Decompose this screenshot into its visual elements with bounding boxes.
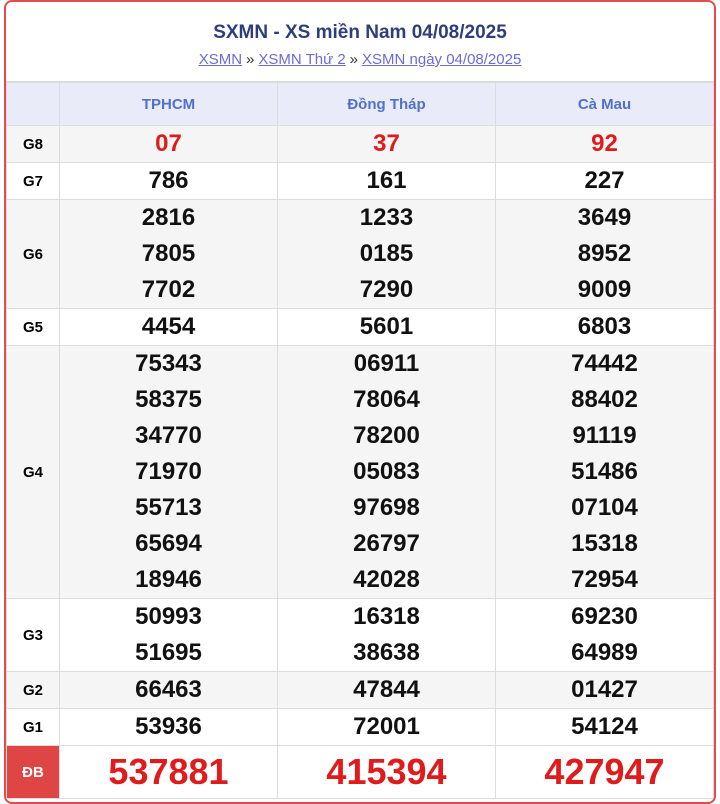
page-title: SXMN - XS miền Nam 04/08/2025 [213, 22, 507, 43]
prize-label: G5 [7, 309, 60, 346]
prize-number: 8952 [577, 240, 632, 267]
prize-row-g7 [7, 163, 714, 200]
prize-number: 58375 [135, 386, 202, 413]
prize-cell [278, 599, 496, 672]
prize-cell [278, 200, 496, 309]
prize-row-g4 [7, 346, 714, 599]
prize-number: 5601 [359, 313, 414, 340]
prize-label: G2 [7, 672, 60, 709]
prize-cell [496, 126, 714, 163]
prize-cell [60, 709, 278, 746]
prize-number: 51486 [571, 458, 638, 485]
breadcrumb-link-date[interactable]: XSMN ngày 04/08/2025 [362, 51, 522, 68]
prize-cell [278, 309, 496, 346]
prize-number: 1233 [359, 204, 414, 231]
prize-number: 01427 [571, 676, 638, 703]
breadcrumb-separator: » [349, 51, 359, 68]
prize-number: 15318 [571, 530, 638, 557]
prize-row-g3 [7, 599, 714, 672]
prize-number: 3649 [577, 204, 632, 231]
prize-cell [496, 163, 714, 200]
prize-number: 7290 [359, 276, 414, 303]
prize-cell [496, 672, 714, 709]
prize-number: 42028 [353, 566, 420, 593]
prize-number: 91119 [572, 422, 637, 449]
prize-number: 2816 [141, 204, 196, 231]
prize-number: 66463 [135, 676, 202, 703]
prize-number: 65694 [135, 530, 202, 557]
prize-cell [60, 672, 278, 709]
prize-number: 88402 [571, 386, 638, 413]
prize-number: 415394 [326, 751, 447, 792]
prize-number: 4454 [141, 313, 196, 340]
prize-cell [60, 163, 278, 200]
prize-cell [496, 309, 714, 346]
prize-number: 97698 [353, 494, 420, 521]
prize-cell [278, 746, 496, 799]
prize-number: 786 [148, 167, 189, 194]
province-header-row [7, 83, 714, 126]
prize-cell [278, 346, 496, 599]
prize-cell [60, 126, 278, 163]
prize-cell [278, 672, 496, 709]
prize-row-g8 [7, 126, 714, 163]
prize-row-special [7, 746, 714, 799]
prize-number: 0185 [359, 240, 414, 267]
prize-row-g5 [7, 309, 714, 346]
prize-cell [278, 163, 496, 200]
prize-label: G3 [7, 599, 60, 672]
prize-cell [496, 200, 714, 309]
prize-number: 38638 [353, 639, 420, 666]
prize-cell [60, 599, 278, 672]
prize-cell [496, 746, 714, 799]
prize-cell [60, 746, 278, 799]
breadcrumb-link-xsmn[interactable]: XSMN [198, 51, 243, 68]
results-table [6, 82, 714, 799]
prize-cell [496, 709, 714, 746]
prize-label: G7 [7, 163, 60, 200]
results-header [6, 2, 714, 82]
prize-number: 26797 [353, 530, 420, 557]
prize-cell [60, 346, 278, 599]
prize-number: 537881 [108, 751, 229, 792]
prize-number: 227 [584, 167, 625, 194]
province-header-dong-thap[interactable]: Đồng Tháp [278, 83, 496, 126]
prize-number: 69230 [571, 603, 638, 630]
prize-number: 54124 [571, 713, 638, 740]
prize-number: 51695 [135, 639, 202, 666]
prize-number: 7805 [141, 240, 196, 267]
breadcrumb-link-weekday[interactable]: XSMN Thứ 2 [258, 51, 346, 68]
prize-cell [60, 309, 278, 346]
prize-number: 07104 [571, 494, 638, 521]
prize-number: 53936 [135, 713, 202, 740]
prize-cell [60, 200, 278, 309]
prize-number: 78064 [353, 386, 420, 413]
prize-number: 37 [373, 130, 400, 157]
prize-number: 427947 [544, 751, 665, 792]
prize-label: G4 [7, 346, 60, 599]
breadcrumb [6, 51, 714, 69]
prize-number: 75343 [135, 350, 202, 377]
prize-number: 9009 [577, 276, 632, 303]
prize-number: 78200 [353, 422, 420, 449]
prize-number: 06911 [353, 350, 420, 377]
prize-label: G6 [7, 200, 60, 309]
prize-label: G1 [7, 709, 60, 746]
prize-number: 71970 [135, 458, 202, 485]
province-header-ca-mau[interactable]: Cà Mau [496, 83, 714, 126]
prize-number: 64989 [571, 639, 638, 666]
prize-number: 161 [366, 167, 407, 194]
header-corner [7, 83, 60, 126]
prize-table-body [7, 126, 714, 799]
prize-number: 92 [591, 130, 618, 157]
prize-number: 74442 [571, 350, 638, 377]
prize-row-g1 [7, 709, 714, 746]
prize-label: G8 [7, 126, 60, 163]
prize-label: ĐB [7, 746, 60, 799]
prize-number: 34770 [135, 422, 202, 449]
province-header-tphcm[interactable]: TPHCM [60, 83, 278, 126]
prize-number: 7702 [141, 276, 196, 303]
prize-number: 72001 [353, 713, 420, 740]
results-card [4, 0, 716, 804]
prize-number: 07 [155, 130, 182, 157]
prize-number: 18946 [135, 566, 202, 593]
prize-number: 6803 [577, 313, 632, 340]
breadcrumb-separator: » [246, 51, 255, 68]
prize-cell [496, 346, 714, 599]
prize-number: 47844 [353, 676, 420, 703]
prize-cell [278, 709, 496, 746]
prize-number: 72954 [571, 566, 638, 593]
prize-row-g6 [7, 200, 714, 309]
prize-number: 05083 [353, 458, 420, 485]
prize-cell [278, 126, 496, 163]
prize-row-g2 [7, 672, 714, 709]
prize-cell [496, 599, 714, 672]
prize-number: 55713 [135, 494, 202, 521]
prize-number: 50993 [135, 603, 202, 630]
prize-number: 16318 [353, 603, 420, 630]
